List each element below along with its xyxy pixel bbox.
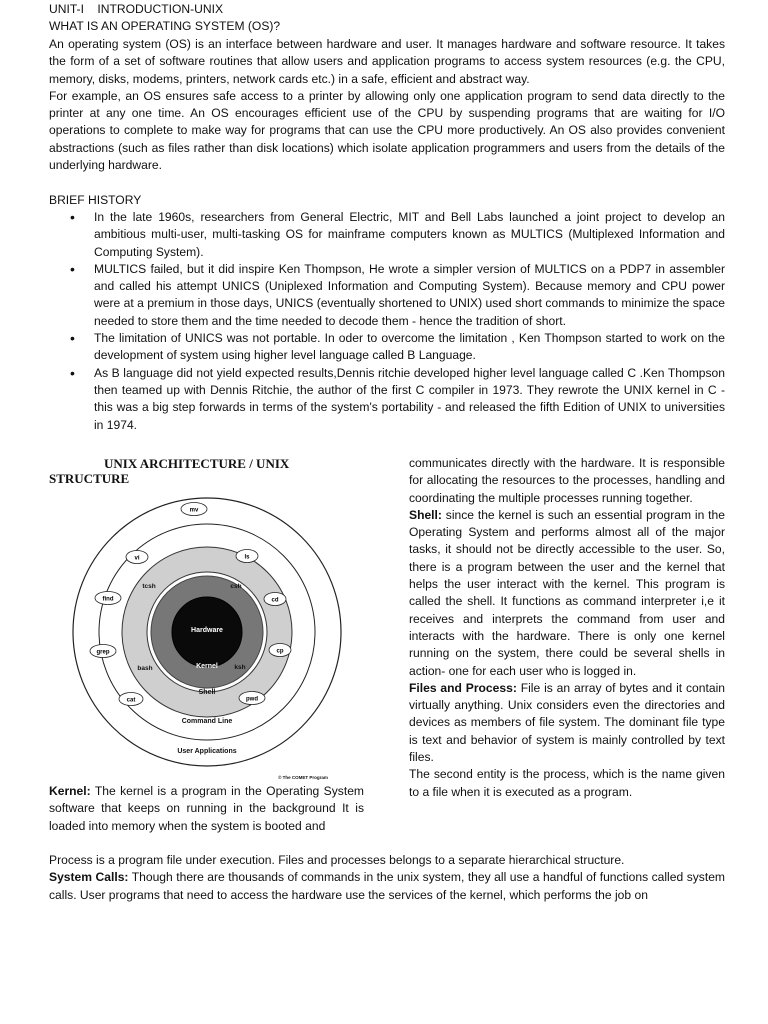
- kernel-term: Kernel:: [49, 784, 91, 798]
- intro-paragraph-1: An operating system (OS) is an interface between hardware and user. It manages hardware and software resource. It takes the form of a set of software routines that allow users and application programs to access system resources (e.g. the CPU, memory, disks, modems, printers, network cards etc.) in a safe, efficient and abstract way.: [49, 37, 725, 86]
- svg-text:vi: vi: [134, 555, 140, 562]
- architecture-title-line1: UNIX ARCHITECTURE / UNIX: [104, 456, 290, 471]
- command-pwd: [239, 692, 265, 705]
- history-item: • The limitation of UNICS was not portable. In oder to overcome the limitation , Ken Thompson started to work on the development of system using higher level language called B Language.: [49, 330, 725, 365]
- unit-title: UNIT-I INTRODUCTION-UNIX: [49, 2, 224, 16]
- kernel-text-left: The kernel is a program in the Operating System software that keeps on running in the background It is loaded into memory when the system is booted and: [49, 784, 364, 833]
- svg-text:mv: mv: [189, 507, 199, 514]
- section-title: WHAT IS AN OPERATING SYSTEM (OS)?: [49, 19, 281, 34]
- system-calls-term: System Calls:: [49, 870, 129, 885]
- right-column: [409, 455, 725, 801]
- svg-text:grep: grep: [96, 649, 110, 656]
- command-line-label: Command Line: [181, 718, 233, 725]
- shell-tcsh-label: tcsh: [142, 583, 156, 590]
- shell-term: Shell:: [409, 507, 442, 522]
- architecture-title-line2: STRUCTURE: [49, 471, 130, 486]
- shell-paragraph: [409, 507, 725, 680]
- process-definition: Process is a program file under execution. Files and processes belongs to a separate hierarchical structure.: [49, 853, 625, 867]
- system-calls-text: Though there are thousands of commands in the unix system, they all use a handful of functions called system calls. User programs that need to access the hardware use the services of the kernel, which performs the job on: [49, 870, 725, 902]
- files-paragraph: [409, 680, 725, 766]
- command-cat: [119, 693, 143, 706]
- history-heading: BRIEF HISTORY: [49, 193, 142, 207]
- process-paragraph: The second entity is the process, which is the name given to a file when it is executed as a program.: [409, 767, 725, 799]
- hardware-label: Hardware: [191, 627, 223, 634]
- intro-block: [49, 36, 725, 174]
- svg-text:find: find: [102, 596, 114, 603]
- diagram-credit: © The COMET Program: [278, 775, 328, 780]
- svg-text:pwd: pwd: [246, 696, 258, 703]
- intro-paragraph-2: For example, an OS ensures safe access to a printer by allowing only one application program to send data directly to the printer at any one time. An OS encourages efficient use of the CPU by suspending programs that are waiting for I/O operations to complete to make way for programs that can use the CPU more productively. An OS also provides convenient abstractions (such as files rather than disk locations) which isolate application programmers and users from the details of the underlying hardware.: [49, 88, 725, 173]
- footer-block: [49, 852, 725, 904]
- command-grep: [90, 645, 116, 658]
- kernel-text-right: communicates directly with the hardware. It is responsible for allocating the resources to the processes, handling and coordinating the multiple processes running together.: [409, 456, 725, 505]
- svg-text:cp: cp: [276, 648, 284, 655]
- kernel-label: Kernel: [196, 663, 218, 670]
- shell-csh-label: csh: [230, 583, 242, 590]
- command-cd: [264, 593, 286, 606]
- system-calls-paragraph: [49, 869, 725, 904]
- history-item: • MULTICS failed, but it did inspire Ken Thompson, He wrote a simpler version of MULTICS on a PDP7 in assembler and called his attempt UNICS (Uniplexed Information and Computing System). Because memory and CPU power were at a premium in those days, UNICS (eventually shortened to UNIX) used short commands to minimize the space needed to store them and the time needed to decode them - hence the tradition of short.: [49, 261, 725, 330]
- unix-architecture-diagram: [60, 488, 360, 784]
- command-find: [95, 592, 121, 605]
- shell-text: since the kernel is such an essential program in the Operating System and performs almost all of the major tasks, it should not be directly accessible to the user. So, there is a program between the user and the kernel that helps the user interact with the kernel. This program is called the shell. It functions as command interpreter i,e it receives and interprets the command from user and interacts with the hardware. There is only one kernel running on the system, there could be several shells in action- one for each user who is logged in.: [409, 507, 725, 678]
- files-text: File is an array of bytes and it contain virtually anything. Unix considers even the directories and devices as members of file system. The dominant file type is text and behavior of system is mainly controlled by text files.: [409, 680, 726, 765]
- header-block: [49, 1, 729, 36]
- command-ls: [236, 550, 258, 563]
- files-term: Files and Process:: [409, 680, 517, 695]
- history-list: [49, 209, 725, 434]
- svg-text:cd: cd: [271, 597, 279, 604]
- shell-bash-label: bash: [137, 665, 153, 672]
- svg-text:cat: cat: [126, 697, 136, 704]
- shell-label: Shell: [198, 689, 216, 696]
- shell-ksh-label: ksh: [234, 664, 246, 671]
- history-item: • As B language did not yield expected results,Dennis ritchie developed higher level language called C .Ken Thompson then teamed up with Dennis Ritchie, the author of the first C compiler in 1973. They rewrote the UNIX kernel in C - this was a big step forwards in terms of the system's portability - and released the fifth Edition of UNIX to universities in 1974.: [49, 365, 725, 434]
- kernel-paragraph: [49, 783, 364, 835]
- user-applications-label: User Applications: [177, 748, 237, 755]
- svg-text:ls: ls: [244, 554, 250, 561]
- history-list-block: [49, 209, 725, 434]
- command-mv: [181, 503, 207, 516]
- command-cp: [269, 644, 291, 657]
- command-vi: [126, 551, 148, 564]
- history-item: • In the late 1960s, researchers from General Electric, MIT and Bell Labs launched a joint project to develop an ambitious multi-user, multi-tasking OS for mainframe computers known as MULTICS (Multiplexed Information and Computing System).: [49, 209, 725, 261]
